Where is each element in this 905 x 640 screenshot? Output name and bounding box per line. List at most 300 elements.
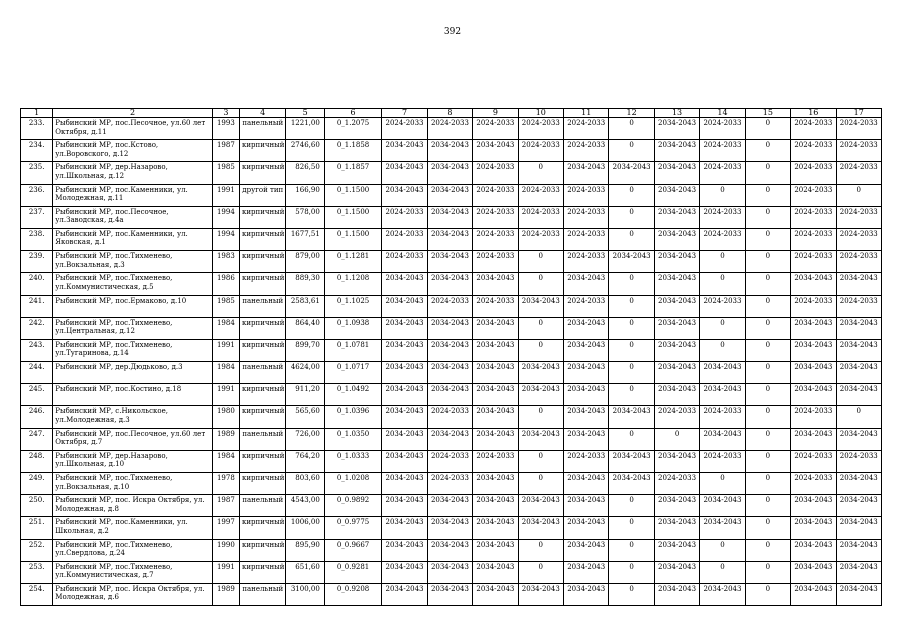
cell-term-col-7: 2034-2043 xyxy=(382,339,427,361)
cell-term-col-11: 2034-2043 xyxy=(564,473,609,495)
table-row xyxy=(21,517,882,539)
cell-term-col-9: 2034-2043 xyxy=(473,384,518,406)
cell-term-col-15: 0 xyxy=(745,428,790,450)
cell-wall-material: панельный xyxy=(240,295,286,317)
cell-term-col-14: 2024-2033 xyxy=(700,118,745,140)
cell-term-col-7: 2034-2043 xyxy=(382,428,427,450)
cell-term-col-8: 2024-2033 xyxy=(427,473,472,495)
cell-term-col-9: 2024-2033 xyxy=(473,162,518,184)
cell-term-col-7: 2034-2043 xyxy=(382,384,427,406)
cell-term-col-16: 2034-2043 xyxy=(791,362,836,384)
cell-term-col-13: 2034-2043 xyxy=(654,539,699,561)
cell-term-col-10: 2034-2043 xyxy=(518,583,563,605)
cell-row-number: 240. xyxy=(21,273,53,295)
cell-term-col-7: 2034-2043 xyxy=(382,450,427,472)
cell-term-col-16: 2024-2033 xyxy=(791,473,836,495)
cell-wall-material: кирпичный xyxy=(240,406,286,428)
cell-term-col-15: 0 xyxy=(745,317,790,339)
column-number-6: 6 xyxy=(324,109,382,118)
cell-build-year: 1984 xyxy=(212,317,239,339)
column-number-11: 11 xyxy=(564,109,609,118)
cell-build-year: 1985 xyxy=(212,295,239,317)
cell-wall-material: кирпичный xyxy=(240,539,286,561)
cell-term-col-12: 2034-2043 xyxy=(609,162,654,184)
cell-wall-material: панельный xyxy=(240,362,286,384)
cell-term-col-11: 2024-2033 xyxy=(564,251,609,273)
cell-term-col-14: 0 xyxy=(700,317,745,339)
cell-term-col-15: 0 xyxy=(745,184,790,206)
cell-term-col-11: 2034-2043 xyxy=(564,384,609,406)
cell-row-number: 233. xyxy=(21,118,53,140)
cell-term-col-7: 2024-2033 xyxy=(382,206,427,228)
table-row xyxy=(21,339,882,361)
cell-address: Рыбинский МР, дер.Назарово, ул.Школьная, д.12 xyxy=(53,162,212,184)
cell-term-col-14: 2034-2043 xyxy=(700,517,745,539)
cell-term-col-12: 0 xyxy=(609,184,654,206)
cell-term-col-10: 2034-2043 xyxy=(518,384,563,406)
cell-term-col-12: 2034-2043 xyxy=(609,473,654,495)
table-row xyxy=(21,162,882,184)
cell-term-col-9: 2034-2043 xyxy=(473,517,518,539)
cell-term-col-9: 2034-2043 xyxy=(473,406,518,428)
cell-term-col-13: 2034-2043 xyxy=(654,206,699,228)
cell-term-col-7: 2034-2043 xyxy=(382,561,427,583)
cell-term-col-8: 2024-2033 xyxy=(427,118,472,140)
cell-term-col-9: 2034-2043 xyxy=(473,273,518,295)
cell-wall-material: панельный xyxy=(240,428,286,450)
cell-priority-index: 0_0.9667 xyxy=(324,539,382,561)
cell-priority-index: 0_1.1281 xyxy=(324,251,382,273)
cell-build-year: 1984 xyxy=(212,450,239,472)
cell-term-col-10: 0 xyxy=(518,251,563,273)
table-row xyxy=(21,450,882,472)
cell-term-col-17: 2034-2043 xyxy=(836,384,881,406)
cell-address: Рыбинский МР, пос.Тихменево, ул.Коммунистическая, д.7 xyxy=(53,561,212,583)
cell-build-year: 1991 xyxy=(212,384,239,406)
cell-term-col-16: 2024-2033 xyxy=(791,206,836,228)
column-number-4: 4 xyxy=(240,109,286,118)
table-row xyxy=(21,583,882,605)
cell-term-col-10: 0 xyxy=(518,273,563,295)
cell-term-col-15: 0 xyxy=(745,495,790,517)
column-number-14: 14 xyxy=(700,109,745,118)
cell-address: Рыбинский МР, пос.Костино, д.18 xyxy=(53,384,212,406)
cell-term-col-9: 2034-2043 xyxy=(473,428,518,450)
cell-term-col-13: 2034-2043 xyxy=(654,184,699,206)
cell-term-col-13: 2034-2043 xyxy=(654,228,699,250)
cell-term-col-10: 2034-2043 xyxy=(518,362,563,384)
cell-term-col-7: 2034-2043 xyxy=(382,362,427,384)
cell-address: Рыбинский МР, пос.Ермаково, д.10 xyxy=(53,295,212,317)
cell-term-col-12: 0 xyxy=(609,561,654,583)
cell-wall-material: кирпичный xyxy=(240,162,286,184)
cell-term-col-15: 0 xyxy=(745,206,790,228)
cell-build-year: 1991 xyxy=(212,184,239,206)
cell-row-number: 252. xyxy=(21,539,53,561)
cell-term-col-9: 2034-2043 xyxy=(473,339,518,361)
cell-term-col-15: 0 xyxy=(745,273,790,295)
cell-wall-material: кирпичный xyxy=(240,206,286,228)
cell-wall-material: кирпичный xyxy=(240,473,286,495)
cell-priority-index: 0_0.9892 xyxy=(324,495,382,517)
cell-term-col-12: 0 xyxy=(609,228,654,250)
cell-term-col-11: 2024-2033 xyxy=(564,184,609,206)
cell-term-col-11: 2034-2043 xyxy=(564,362,609,384)
cell-build-year: 1987 xyxy=(212,140,239,162)
cell-term-col-14: 2034-2043 xyxy=(700,583,745,605)
cell-priority-index: 0_1.1500 xyxy=(324,206,382,228)
cell-term-col-16: 2034-2043 xyxy=(791,561,836,583)
cell-term-col-9: 2034-2043 xyxy=(473,140,518,162)
column-number-7: 7 xyxy=(382,109,427,118)
cell-address: Рыбинский МР, с.Никольское, ул.Молодежная, д.3 xyxy=(53,406,212,428)
cell-build-year: 1986 xyxy=(212,273,239,295)
cell-area: 864,40 xyxy=(286,317,324,339)
cell-term-col-8: 2034-2043 xyxy=(427,206,472,228)
cell-term-col-16: 2024-2033 xyxy=(791,251,836,273)
cell-area: 879,00 xyxy=(286,251,324,273)
cell-term-col-17: 2024-2033 xyxy=(836,162,881,184)
cell-row-number: 247. xyxy=(21,428,53,450)
cell-term-col-15: 0 xyxy=(745,384,790,406)
table-row xyxy=(21,118,882,140)
cell-build-year: 1984 xyxy=(212,362,239,384)
cell-row-number: 248. xyxy=(21,450,53,472)
cell-term-col-7: 2034-2043 xyxy=(382,295,427,317)
cell-priority-index: 0_1.2075 xyxy=(324,118,382,140)
cell-term-col-8: 2024-2033 xyxy=(427,450,472,472)
cell-term-col-10: 0 xyxy=(518,561,563,583)
cell-term-col-11: 2034-2043 xyxy=(564,517,609,539)
cell-term-col-7: 2034-2043 xyxy=(382,473,427,495)
cell-term-col-13: 2034-2043 xyxy=(654,339,699,361)
cell-term-col-10: 0 xyxy=(518,539,563,561)
cell-term-col-15: 0 xyxy=(745,118,790,140)
cell-priority-index: 0_1.1500 xyxy=(324,184,382,206)
cell-term-col-17: 2024-2033 xyxy=(836,118,881,140)
cell-term-col-15: 0 xyxy=(745,517,790,539)
cell-term-col-17: 2034-2043 xyxy=(836,362,881,384)
cell-term-col-11: 2024-2033 xyxy=(564,295,609,317)
cell-area: 826,50 xyxy=(286,162,324,184)
cell-build-year: 1993 xyxy=(212,118,239,140)
cell-term-col-8: 2034-2043 xyxy=(427,339,472,361)
column-number-16: 16 xyxy=(791,109,836,118)
table-row xyxy=(21,561,882,583)
cell-term-col-17: 0 xyxy=(836,184,881,206)
cell-term-col-13: 2034-2043 xyxy=(654,317,699,339)
cell-term-col-12: 2034-2043 xyxy=(609,406,654,428)
cell-term-col-14: 2034-2043 xyxy=(700,495,745,517)
cell-priority-index: 0_1.0938 xyxy=(324,317,382,339)
cell-wall-material: кирпичный xyxy=(240,561,286,583)
cell-row-number: 246. xyxy=(21,406,53,428)
cell-priority-index: 0_1.0333 xyxy=(324,450,382,472)
cell-term-col-14: 0 xyxy=(700,184,745,206)
cell-priority-index: 0_1.1858 xyxy=(324,140,382,162)
cell-wall-material: панельный xyxy=(240,118,286,140)
cell-wall-material: другой тип xyxy=(240,184,286,206)
cell-wall-material: кирпичный xyxy=(240,317,286,339)
cell-term-col-16: 2034-2043 xyxy=(791,539,836,561)
cell-term-col-16: 2024-2033 xyxy=(791,162,836,184)
cell-term-col-14: 0 xyxy=(700,561,745,583)
cell-address: Рыбинский МР, пос. Искра Октября, ул. Молодежная, д.8 xyxy=(53,495,212,517)
table-row xyxy=(21,140,882,162)
cell-term-col-13: 2034-2043 xyxy=(654,517,699,539)
cell-row-number: 243. xyxy=(21,339,53,361)
cell-area: 1677,51 xyxy=(286,228,324,250)
cell-build-year: 1978 xyxy=(212,473,239,495)
cell-term-col-16: 2034-2043 xyxy=(791,495,836,517)
cell-term-col-17: 2034-2043 xyxy=(836,539,881,561)
cell-priority-index: 0_1.0717 xyxy=(324,362,382,384)
cell-area: 2746,60 xyxy=(286,140,324,162)
cell-term-col-11: 2024-2033 xyxy=(564,140,609,162)
table-row xyxy=(21,228,882,250)
cell-build-year: 1997 xyxy=(212,517,239,539)
cell-build-year: 1980 xyxy=(212,406,239,428)
cell-build-year: 1989 xyxy=(212,583,239,605)
cell-address: Рыбинский МР, пос.Каменники, ул. Школьная, д.2 xyxy=(53,517,212,539)
cell-term-col-7: 2024-2033 xyxy=(382,118,427,140)
cell-term-col-7: 2034-2043 xyxy=(382,162,427,184)
cell-address: Рыбинский МР, пос.Песочное, ул.60 лет Октября, д.11 xyxy=(53,118,212,140)
cell-term-col-12: 0 xyxy=(609,517,654,539)
cell-term-col-13: 0 xyxy=(654,428,699,450)
cell-area: 4624,00 xyxy=(286,362,324,384)
cell-term-col-7: 2034-2043 xyxy=(382,273,427,295)
cell-row-number: 236. xyxy=(21,184,53,206)
cell-term-col-17: 2024-2033 xyxy=(836,295,881,317)
cell-term-col-13: 2034-2043 xyxy=(654,118,699,140)
cell-area: 764,20 xyxy=(286,450,324,472)
cell-build-year: 1994 xyxy=(212,228,239,250)
cell-term-col-10: 0 xyxy=(518,162,563,184)
cell-term-col-16: 2034-2043 xyxy=(791,273,836,295)
cell-area: 895,90 xyxy=(286,539,324,561)
cell-term-col-9: 2034-2043 xyxy=(473,317,518,339)
cell-row-number: 234. xyxy=(21,140,53,162)
cell-term-col-11: 2034-2043 xyxy=(564,317,609,339)
cell-term-col-17: 2034-2043 xyxy=(836,561,881,583)
column-number-1: 1 xyxy=(21,109,53,118)
cell-term-col-14: 2024-2033 xyxy=(700,206,745,228)
cell-term-col-13: 2034-2043 xyxy=(654,251,699,273)
cell-term-col-12: 0 xyxy=(609,339,654,361)
table-row xyxy=(21,184,882,206)
cell-address: Рыбинский МР, пос.Каменники, ул. Молодежная, д.11 xyxy=(53,184,212,206)
table-row xyxy=(21,406,882,428)
cell-term-col-9: 2024-2033 xyxy=(473,206,518,228)
cell-row-number: 251. xyxy=(21,517,53,539)
cell-area: 1006,00 xyxy=(286,517,324,539)
cell-priority-index: 0_1.0350 xyxy=(324,428,382,450)
cell-term-col-8: 2034-2043 xyxy=(427,228,472,250)
cell-term-col-8: 2024-2033 xyxy=(427,295,472,317)
cell-term-col-17: 2034-2043 xyxy=(836,339,881,361)
cell-term-col-7: 2034-2043 xyxy=(382,406,427,428)
cell-term-col-9: 2024-2033 xyxy=(473,228,518,250)
cell-address: Рыбинский МР, пос.Каменники, ул. Яковская, д.1 xyxy=(53,228,212,250)
cell-term-col-12: 0 xyxy=(609,495,654,517)
cell-term-col-17: 2024-2033 xyxy=(836,228,881,250)
cell-address: Рыбинский МР, пос.Тихменево, ул.Тугаринова, д.14 xyxy=(53,339,212,361)
table-row xyxy=(21,362,882,384)
cell-term-col-11: 2024-2033 xyxy=(564,206,609,228)
cell-term-col-16: 2024-2033 xyxy=(791,228,836,250)
cell-term-col-12: 2034-2043 xyxy=(609,450,654,472)
cell-build-year: 1983 xyxy=(212,251,239,273)
cell-term-col-12: 0 xyxy=(609,295,654,317)
cell-wall-material: кирпичный xyxy=(240,251,286,273)
cell-term-col-13: 2034-2043 xyxy=(654,295,699,317)
cell-term-col-17: 0 xyxy=(836,406,881,428)
cell-row-number: 241. xyxy=(21,295,53,317)
cell-term-col-15: 0 xyxy=(745,362,790,384)
cell-term-col-11: 2024-2033 xyxy=(564,450,609,472)
cell-term-col-13: 2034-2043 xyxy=(654,450,699,472)
cell-term-col-14: 2034-2043 xyxy=(700,362,745,384)
cell-term-col-13: 2034-2043 xyxy=(654,162,699,184)
table-row xyxy=(21,473,882,495)
cell-term-col-11: 2024-2033 xyxy=(564,228,609,250)
cell-term-col-14: 2024-2033 xyxy=(700,295,745,317)
cell-area: 651,60 xyxy=(286,561,324,583)
cell-row-number: 235. xyxy=(21,162,53,184)
cell-wall-material: кирпичный xyxy=(240,450,286,472)
cell-build-year: 1990 xyxy=(212,539,239,561)
cell-address: Рыбинский МР, пос.Тихменево, ул.Вокзальная, д.10 xyxy=(53,473,212,495)
cell-term-col-7: 2034-2043 xyxy=(382,184,427,206)
cell-row-number: 254. xyxy=(21,583,53,605)
cell-term-col-15: 0 xyxy=(745,450,790,472)
cell-address: Рыбинский МР, дер.Дюдьково, д.3 xyxy=(53,362,212,384)
cell-term-col-12: 0 xyxy=(609,317,654,339)
cell-build-year: 1989 xyxy=(212,428,239,450)
cell-term-col-11: 2034-2043 xyxy=(564,339,609,361)
cell-term-col-13: 2034-2043 xyxy=(654,273,699,295)
cell-term-col-16: 2024-2033 xyxy=(791,406,836,428)
cell-term-col-8: 2034-2043 xyxy=(427,583,472,605)
cell-term-col-16: 2034-2043 xyxy=(791,428,836,450)
cell-term-col-15: 0 xyxy=(745,295,790,317)
cell-term-col-11: 2034-2043 xyxy=(564,273,609,295)
cell-term-col-8: 2034-2043 xyxy=(427,428,472,450)
housing-register-table xyxy=(20,108,882,606)
cell-term-col-17: 2024-2033 xyxy=(836,140,881,162)
cell-address: Рыбинский МР, пос.Тихменево, ул.Вокзальная, д.3 xyxy=(53,251,212,273)
cell-term-col-17: 2024-2033 xyxy=(836,206,881,228)
cell-term-col-14: 2034-2043 xyxy=(700,428,745,450)
cell-wall-material: кирпичный xyxy=(240,273,286,295)
cell-wall-material: кирпичный xyxy=(240,339,286,361)
cell-term-col-15: 0 xyxy=(745,406,790,428)
cell-term-col-9: 2034-2043 xyxy=(473,583,518,605)
cell-term-col-9: 2024-2033 xyxy=(473,450,518,472)
cell-term-col-9: 2034-2043 xyxy=(473,539,518,561)
cell-term-col-10: 0 xyxy=(518,317,563,339)
cell-area: 166,90 xyxy=(286,184,324,206)
cell-term-col-15: 0 xyxy=(745,140,790,162)
header-row xyxy=(21,109,882,118)
cell-term-col-10: 2034-2043 xyxy=(518,517,563,539)
cell-term-col-7: 2024-2033 xyxy=(382,251,427,273)
cell-term-col-8: 2034-2043 xyxy=(427,317,472,339)
cell-area: 803,60 xyxy=(286,473,324,495)
cell-term-col-12: 0 xyxy=(609,362,654,384)
cell-term-col-10: 2024-2033 xyxy=(518,206,563,228)
cell-row-number: 250. xyxy=(21,495,53,517)
cell-term-col-12: 0 xyxy=(609,428,654,450)
cell-priority-index: 0_0.9281 xyxy=(324,561,382,583)
cell-term-col-16: 2034-2043 xyxy=(791,517,836,539)
column-number-2: 2 xyxy=(53,109,212,118)
cell-term-col-12: 0 xyxy=(609,273,654,295)
cell-area: 3100,00 xyxy=(286,583,324,605)
cell-build-year: 1991 xyxy=(212,561,239,583)
cell-term-col-7: 2034-2043 xyxy=(382,495,427,517)
cell-term-col-17: 2034-2043 xyxy=(836,473,881,495)
cell-term-col-14: 2034-2043 xyxy=(700,384,745,406)
column-number-5: 5 xyxy=(286,109,324,118)
cell-term-col-7: 2034-2043 xyxy=(382,583,427,605)
cell-term-col-14: 2024-2033 xyxy=(700,450,745,472)
cell-row-number: 244. xyxy=(21,362,53,384)
cell-term-col-7: 2034-2043 xyxy=(382,517,427,539)
cell-area: 2583,61 xyxy=(286,295,324,317)
cell-wall-material: панельный xyxy=(240,495,286,517)
cell-area: 4543,00 xyxy=(286,495,324,517)
cell-priority-index: 0_0.9208 xyxy=(324,583,382,605)
cell-term-col-8: 2034-2043 xyxy=(427,362,472,384)
column-number-17: 17 xyxy=(836,109,881,118)
cell-area: 911,20 xyxy=(286,384,324,406)
cell-term-col-13: 2024-2033 xyxy=(654,406,699,428)
cell-term-col-7: 2034-2043 xyxy=(382,140,427,162)
cell-row-number: 245. xyxy=(21,384,53,406)
table-row xyxy=(21,206,882,228)
cell-term-col-15: 0 xyxy=(745,162,790,184)
cell-term-col-10: 2024-2033 xyxy=(518,118,563,140)
cell-term-col-14: 0 xyxy=(700,539,745,561)
cell-priority-index: 0_1.1208 xyxy=(324,273,382,295)
column-number-3: 3 xyxy=(212,109,239,118)
cell-term-col-10: 0 xyxy=(518,450,563,472)
column-number-13: 13 xyxy=(654,109,699,118)
column-number-15: 15 xyxy=(745,109,790,118)
cell-term-col-10: 2034-2043 xyxy=(518,295,563,317)
cell-term-col-9: 2024-2033 xyxy=(473,184,518,206)
cell-term-col-9: 2024-2033 xyxy=(473,251,518,273)
cell-address: Рыбинский МР, пос. Искра Октября, ул. Молодежная, д.6 xyxy=(53,583,212,605)
cell-wall-material: панельный xyxy=(240,583,286,605)
cell-term-col-13: 2034-2043 xyxy=(654,362,699,384)
cell-term-col-11: 2034-2043 xyxy=(564,539,609,561)
cell-priority-index: 0_1.1857 xyxy=(324,162,382,184)
cell-term-col-8: 2034-2043 xyxy=(427,517,472,539)
cell-term-col-13: 2034-2043 xyxy=(654,561,699,583)
cell-term-col-12: 0 xyxy=(609,384,654,406)
cell-wall-material: кирпичный xyxy=(240,140,286,162)
cell-term-col-9: 2034-2043 xyxy=(473,495,518,517)
cell-term-col-13: 2034-2043 xyxy=(654,583,699,605)
cell-term-col-15: 0 xyxy=(745,228,790,250)
cell-term-col-17: 2034-2043 xyxy=(836,583,881,605)
cell-term-col-17: 2034-2043 xyxy=(836,428,881,450)
cell-address: Рыбинский МР, пос.Кстово, ул.Воровского, д.12 xyxy=(53,140,212,162)
cell-wall-material: кирпичный xyxy=(240,517,286,539)
